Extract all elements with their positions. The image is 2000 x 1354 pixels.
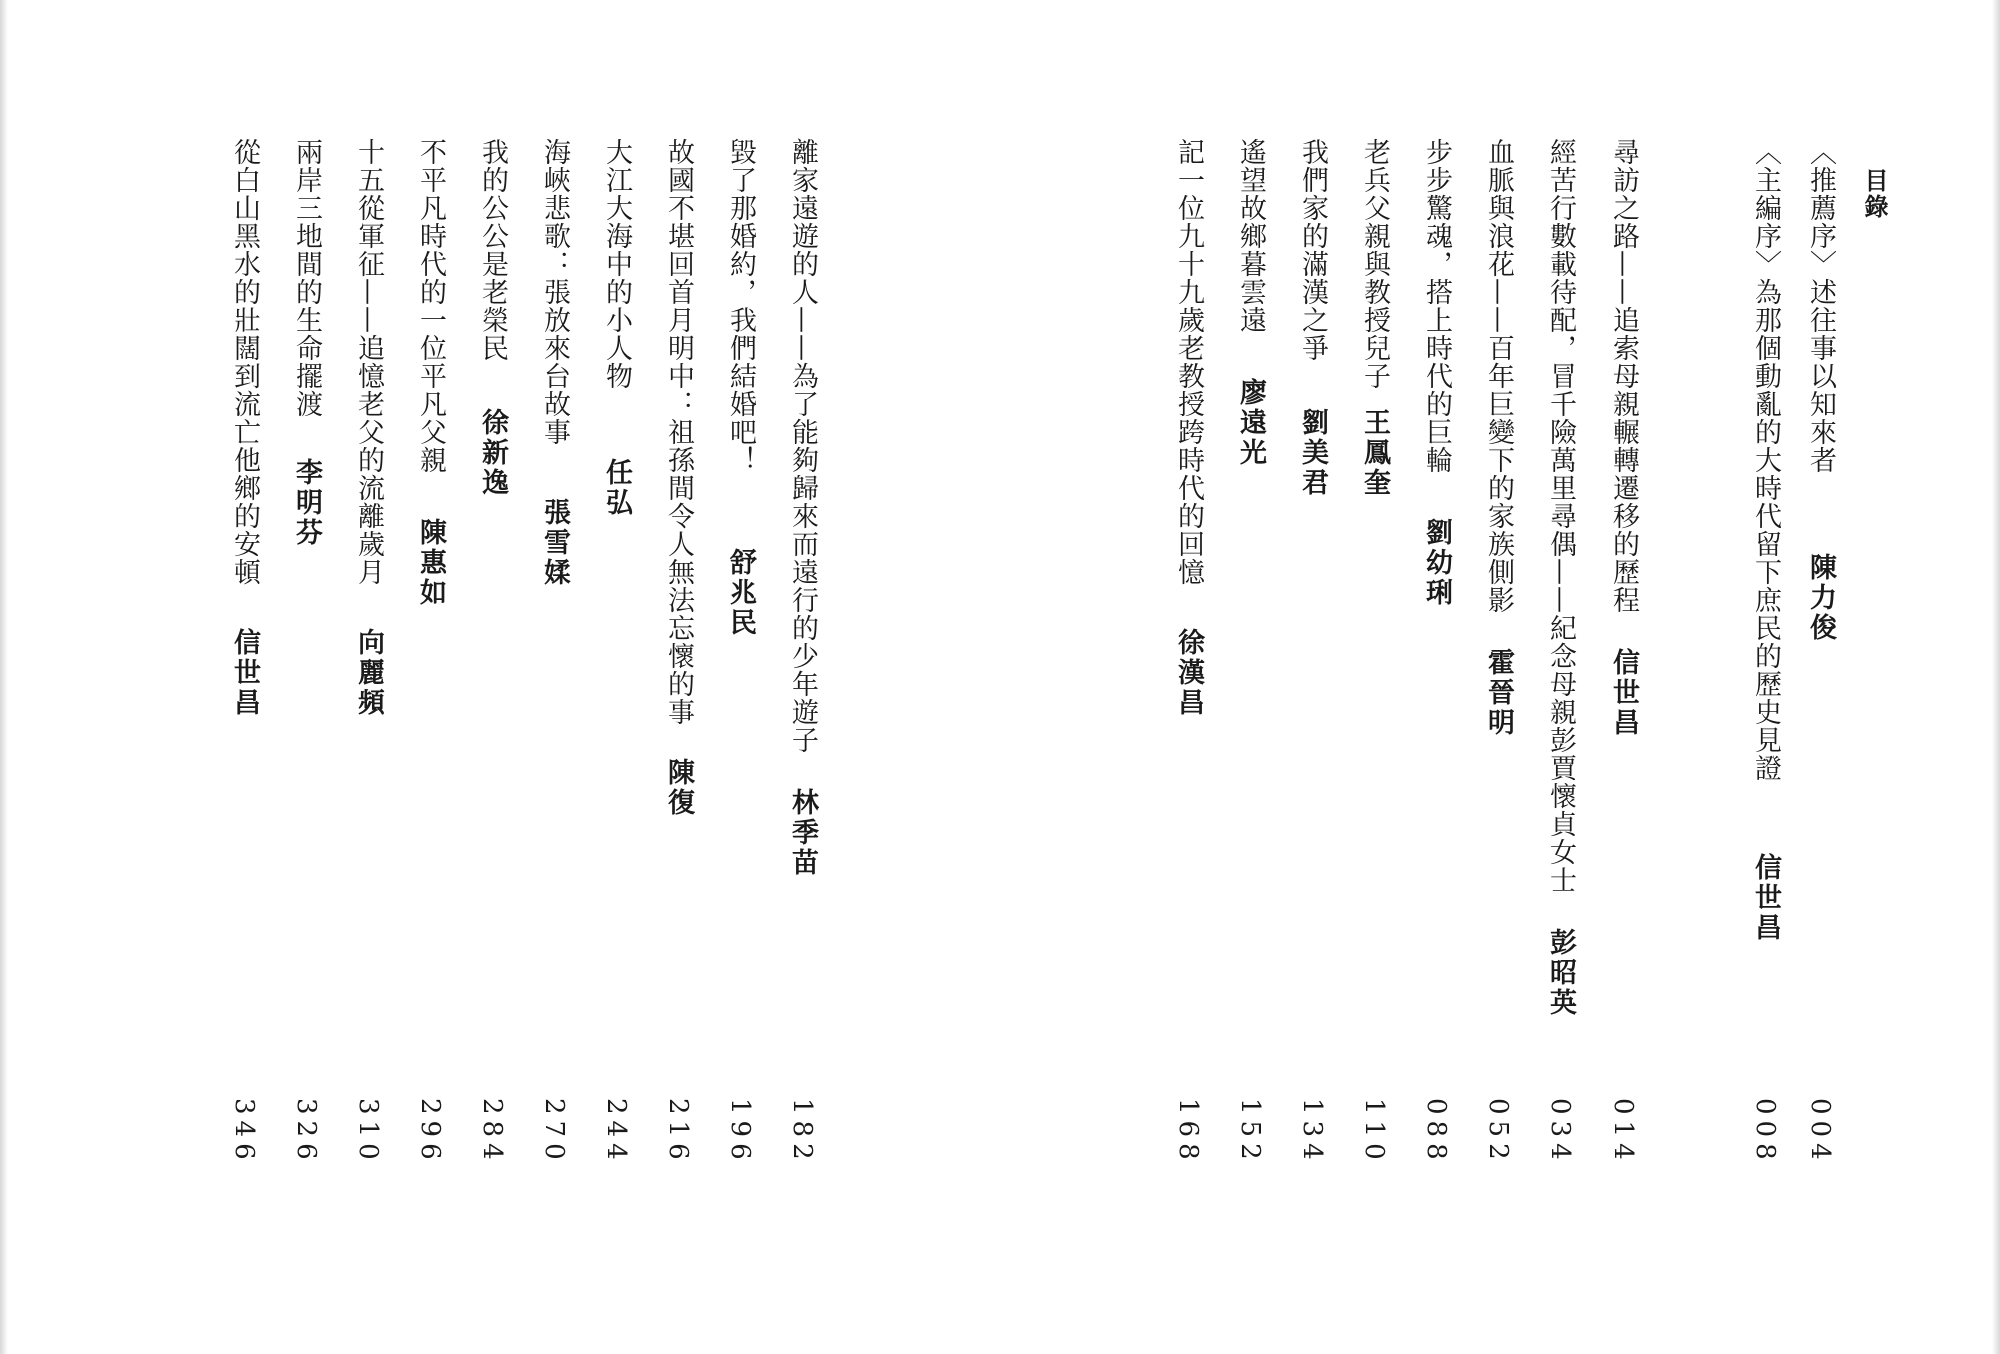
entry-author: 徐新逸 bbox=[477, 408, 508, 498]
entry-title: 大江大海中的小人物 bbox=[601, 138, 632, 390]
entry-title: 毀了那婚約，我們結婚吧！ bbox=[725, 138, 756, 474]
entry-page: 014 bbox=[1608, 1098, 1638, 1166]
entry-page: 008 bbox=[1750, 1098, 1780, 1166]
entry-page: 244 bbox=[601, 1098, 631, 1166]
entry-title: 不平凡時代的一位平凡父親 bbox=[415, 138, 446, 474]
entry-page: 004 bbox=[1805, 1098, 1835, 1166]
entry-author: 廖遠光 bbox=[1235, 378, 1266, 468]
toc-entry bbox=[1745, 138, 1785, 1178]
entry-title: 故國不堪回首月明中：祖孫間令人無法忘懷的事 bbox=[663, 138, 694, 726]
entry-page: 182 bbox=[787, 1098, 817, 1166]
entry-title: 海峽悲歌：張放來台故事 bbox=[539, 138, 570, 446]
entry-page: 152 bbox=[1235, 1098, 1265, 1166]
entry-page: 310 bbox=[353, 1098, 383, 1166]
toc-entry bbox=[1168, 138, 1208, 1178]
entry-title: 我的公公是老榮民 bbox=[477, 138, 508, 362]
toc-entry bbox=[658, 138, 698, 1178]
entry-title: 〈推薦序〉述往事以知來者 bbox=[1805, 138, 1836, 474]
entry-page: 296 bbox=[415, 1098, 445, 1166]
entry-title: 兩岸三地間的生命擺渡 bbox=[291, 138, 322, 418]
entry-page: 196 bbox=[725, 1098, 755, 1166]
toc-entry bbox=[782, 138, 822, 1178]
toc-entry bbox=[1292, 138, 1332, 1178]
entry-page: 216 bbox=[663, 1098, 693, 1166]
toc-entry bbox=[1416, 138, 1456, 1178]
toc-entry bbox=[410, 138, 450, 1178]
entry-page: 270 bbox=[539, 1098, 569, 1166]
entry-page: 034 bbox=[1545, 1098, 1575, 1166]
toc-entry bbox=[1230, 138, 1270, 1178]
entry-title: 尋訪之路——追索母親輾轉遷移的歷程 bbox=[1608, 138, 1639, 614]
entry-title: 經苦行數載待配，冒千險萬里尋偶——紀念母親彭賈懷貞女士 bbox=[1545, 138, 1576, 894]
entry-page: 110 bbox=[1359, 1098, 1389, 1166]
entry-title: 我們家的滿漢之爭 bbox=[1297, 138, 1328, 362]
entry-page: 168 bbox=[1173, 1098, 1203, 1166]
entry-page: 052 bbox=[1483, 1098, 1513, 1166]
toc-entry bbox=[1800, 138, 1840, 1178]
entry-author: 任弘 bbox=[601, 458, 632, 518]
entry-title: 步步驚魂，搭上時代的巨輪 bbox=[1421, 138, 1452, 474]
toc-entry bbox=[472, 138, 512, 1178]
toc-entry bbox=[224, 138, 264, 1178]
entry-author: 徐漢昌 bbox=[1173, 628, 1204, 718]
entry-author: 向麗頻 bbox=[353, 628, 384, 718]
entry-author: 王鳳奎 bbox=[1359, 408, 1390, 498]
entry-title: 十五從軍征——追憶老父的流離歲月 bbox=[353, 138, 384, 586]
toc-entry bbox=[596, 138, 636, 1178]
entry-title: 記一位九十九歲老教授跨時代的回憶 bbox=[1173, 138, 1204, 586]
toc-entry bbox=[1603, 138, 1643, 1178]
entry-author: 李明芬 bbox=[291, 458, 322, 548]
toc-entry bbox=[286, 138, 326, 1178]
entry-title: 血脈與浪花——百年巨變下的家族側影 bbox=[1483, 138, 1514, 614]
entry-page: 326 bbox=[291, 1098, 321, 1166]
entry-author: 林季苗 bbox=[787, 788, 818, 878]
entry-title: 〈主編序〉為那個動亂的大時代留下庶民的歷史見證 bbox=[1750, 138, 1781, 782]
entry-author: 陳惠如 bbox=[415, 518, 446, 608]
entry-author: 信世昌 bbox=[1608, 648, 1639, 738]
toc-entry bbox=[534, 138, 574, 1178]
toc-entry bbox=[1540, 138, 1580, 1178]
entry-page: 088 bbox=[1421, 1098, 1451, 1166]
entry-author: 彭昭英 bbox=[1545, 928, 1576, 1018]
entry-author: 張雪媃 bbox=[539, 498, 570, 588]
entry-page: 134 bbox=[1297, 1098, 1327, 1166]
toc-heading: 目錄 bbox=[1860, 168, 1889, 220]
entry-author: 陳力俊 bbox=[1805, 553, 1836, 643]
entry-title: 遙望故鄉暮雲遠 bbox=[1235, 138, 1266, 334]
toc-entry bbox=[1354, 138, 1394, 1178]
entry-author: 劉幼琍 bbox=[1421, 518, 1452, 608]
entry-author: 信世昌 bbox=[229, 628, 260, 718]
toc-entry bbox=[1478, 138, 1518, 1178]
toc-entry bbox=[720, 138, 760, 1178]
toc-entry bbox=[348, 138, 388, 1178]
entry-author: 霍晉明 bbox=[1483, 648, 1514, 738]
entry-author: 舒兆民 bbox=[725, 548, 756, 638]
entry-title: 老兵父親與教授兒子 bbox=[1359, 138, 1390, 390]
entry-title: 從白山黑水的壯闊到流亡他鄉的安頓 bbox=[229, 138, 260, 586]
entry-author: 陳復 bbox=[663, 758, 694, 818]
entry-page: 284 bbox=[477, 1098, 507, 1166]
entry-author: 劉美君 bbox=[1297, 408, 1328, 498]
entry-author: 信世昌 bbox=[1750, 853, 1781, 943]
entry-title: 離家遠遊的人——為了能夠歸來而遠行的少年遊子 bbox=[787, 138, 818, 754]
entry-page: 346 bbox=[229, 1098, 259, 1166]
